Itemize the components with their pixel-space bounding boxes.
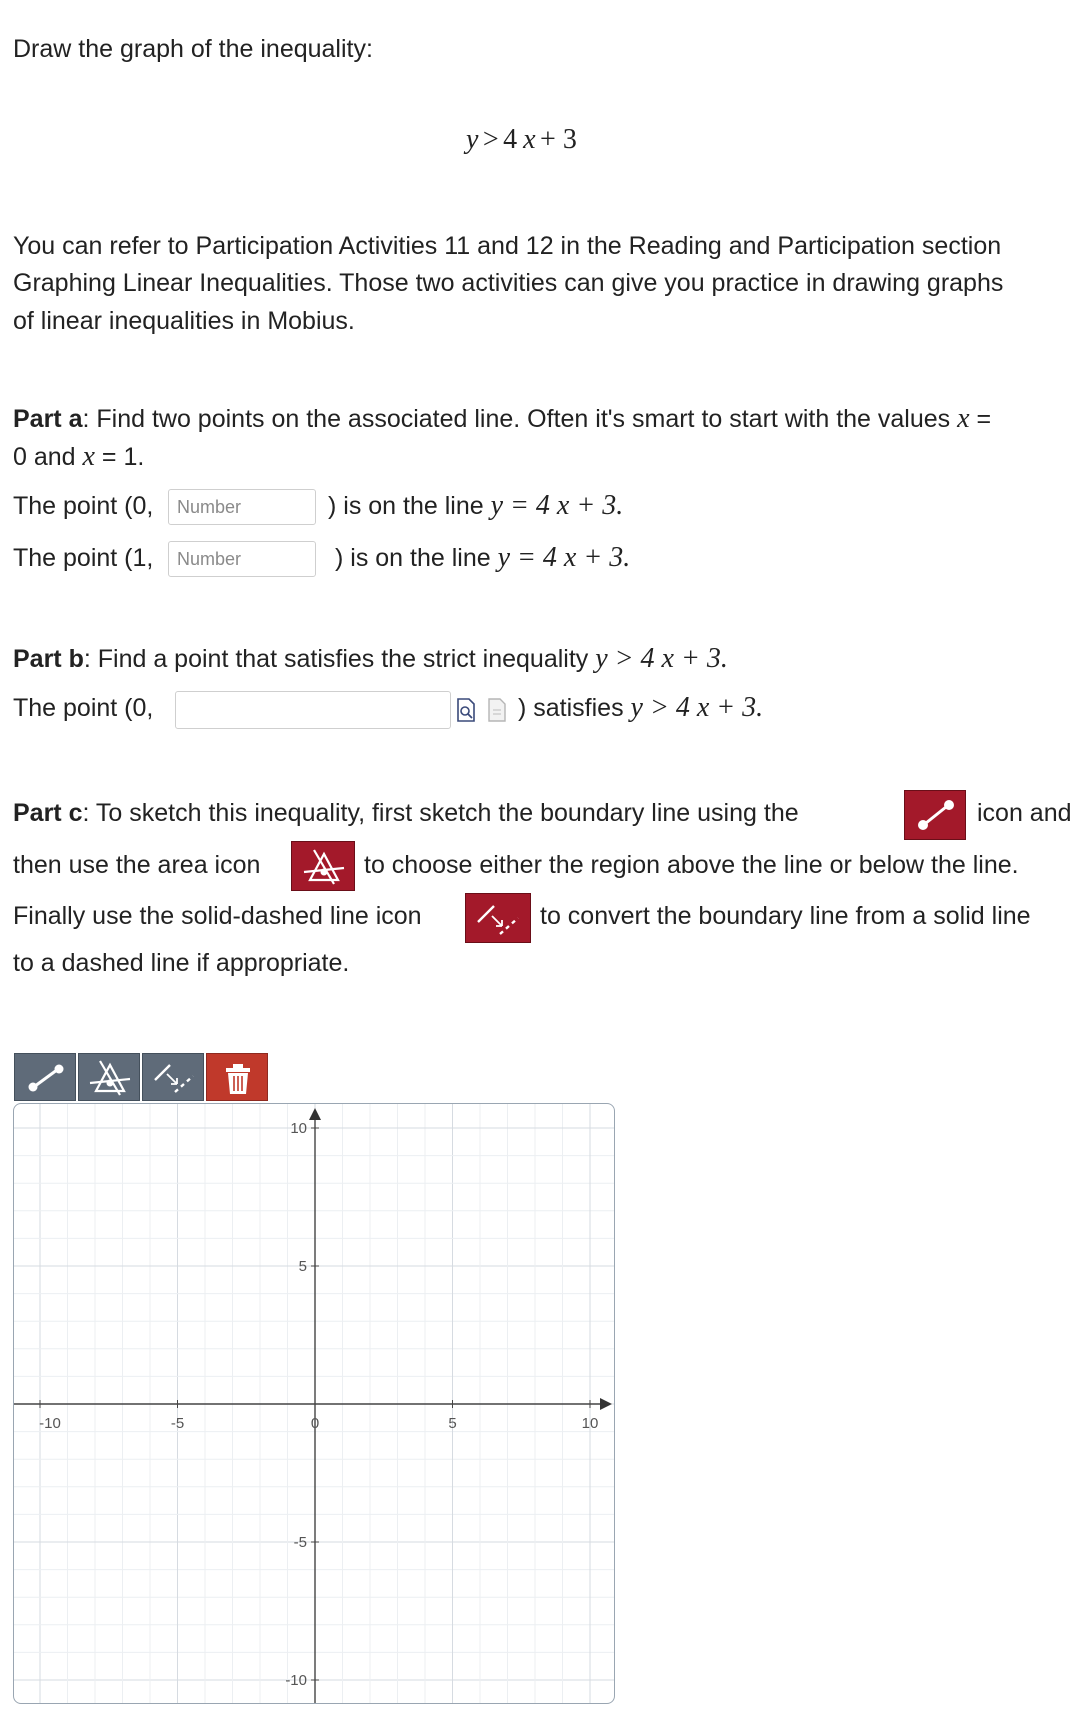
x-axis-arrow <box>600 1398 612 1410</box>
graph-plot[interactable] <box>14 1104 614 1703</box>
part-a-row-1-prefix: The point (0, <box>13 492 154 520</box>
point-1-y-input[interactable] <box>168 541 316 577</box>
part-c-line-4: to a dashed line if appropriate. <box>13 949 350 977</box>
refer-line-3: of linear inequalities in Mobius. <box>13 307 355 335</box>
refer-line-1: You can refer to Participation Activities 11 and 12 in the Reading and Participation section <box>13 232 1002 260</box>
y-tick-label: 10 <box>290 1120 307 1137</box>
part-a-line-2: 0 and x = 1. <box>13 441 145 472</box>
inequality-display: y > 4 x + 3 <box>466 124 577 155</box>
solid-dashed-tool-icon <box>465 893 531 943</box>
graph-canvas[interactable] <box>13 1103 615 1704</box>
satisfying-point-input[interactable] <box>175 691 451 729</box>
part-b-row-suffix: ) satisfies y > 4 x + 3. <box>518 692 764 723</box>
part-a-line-1: Part a: Find two points on the associated line. Often it's smart to start with the values x = <box>13 403 992 434</box>
part-a-row-2-suffix: ) is on the line y = 4 x + 3. <box>335 542 631 573</box>
part-a-row-1-suffix: ) is on the line y = 4 x + 3. <box>328 490 624 521</box>
part-c-line-1a: Part c: To sketch this inequality, first sketch the boundary line using the <box>13 799 799 827</box>
draw-line-button[interactable] <box>14 1053 76 1101</box>
part-c-line-1b: icon and <box>977 799 1072 827</box>
part-c-line-3a: Finally use the solid-dashed line icon <box>13 902 422 930</box>
solid-dashed-button[interactable] <box>142 1053 204 1101</box>
prompt-text: Draw the graph of the inequality: <box>13 35 373 63</box>
area-tool-icon <box>291 841 355 891</box>
y-axis-arrow <box>309 1108 321 1120</box>
point-0-y-input[interactable] <box>168 489 316 525</box>
x-tick-label: -10 <box>39 1415 61 1432</box>
y-tick-label: 5 <box>298 1258 307 1275</box>
part-b-row-prefix: The point (0, <box>13 694 154 722</box>
area-button[interactable] <box>78 1053 140 1101</box>
y-tick-label: -5 <box>293 1534 307 1551</box>
refer-line-2: Graphing Linear Inequalities. Those two activities can give you practice in drawing graphs <box>13 269 1004 297</box>
x-tick-label: -5 <box>170 1415 185 1432</box>
preview-icon[interactable] <box>456 698 476 722</box>
part-c-line-2a: then use the area icon <box>13 851 261 879</box>
delete-button[interactable] <box>206 1053 268 1101</box>
part-c-line-2b: to choose either the region above the line or below the line. <box>364 851 1019 879</box>
x-tick-label: 0 <box>310 1415 320 1432</box>
x-tick-label: 10 <box>581 1415 599 1432</box>
line-tool-icon <box>904 790 966 840</box>
x-tick-label: 5 <box>448 1415 457 1432</box>
part-c-line-3b: to convert the boundary line from a solid line <box>540 902 1031 930</box>
part-b-line: Part b: Find a point that satisfies the strict inequality y > 4 x + 3. <box>13 643 728 674</box>
part-a-row-2-prefix: The point (1, <box>13 544 154 572</box>
document-icon[interactable] <box>487 698 507 722</box>
y-tick-label: -10 <box>285 1672 307 1689</box>
